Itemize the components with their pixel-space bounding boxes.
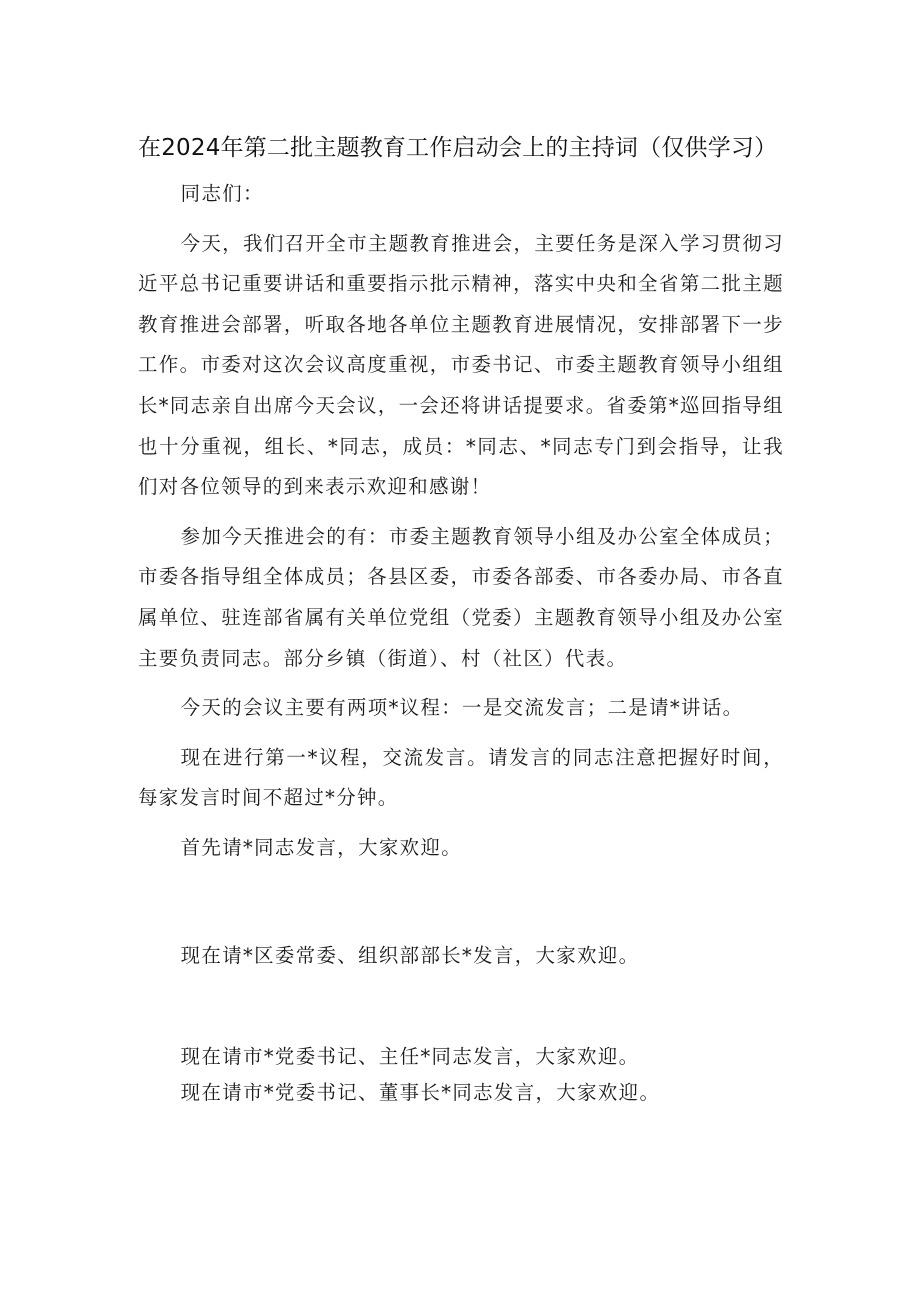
paragraph-fourth-speaker: 现在请市*党委书记、董事长*同志发言，大家欢迎。	[180, 1081, 661, 1105]
greeting: 同志们：	[180, 182, 264, 205]
spacer	[138, 985, 784, 1043]
paragraph-attendees: 参加今天推进会的有：市委主题教育领导小组及办公室全体成员；市委各指导组全体成员；各县区委，市委各部委、市各委办局、市各直属单位、驻连部省属有关单位党组（党委）主题教育领导小组及办公室主要负责同志。部分乡镇（街道）、村（社区）代表。	[138, 524, 784, 670]
paragraph-first-item: 现在进行第一*议程，交流发言。请发言的同志注意把握好时间，每家发言时间不超过*分钟。	[138, 745, 784, 810]
paragraph-second-speaker: 现在请*区委常委、组织部部长*发言，大家欢迎。	[180, 943, 640, 967]
paragraph-first-speaker: 首先请*同志发言，大家欢迎。	[180, 835, 463, 859]
paragraph-opening: 今天，我们召开全市主题教育推进会，主要任务是深入学习贯彻习近平总书记重要讲话和重要指示批示精神，落实中央和全省第二批主题教育推进会部署，听取各地各单位主题教育进展情况，安排部署下一步工作。市委对这次会议高度重视，市委书记、市委主题教育领导小组组长*同志亲自出席今天会议，一会还将讲话提要求。省委第*巡回指导组也十分重视，组长、*同志，成员：*同志、*同志专门到会指导，让我们对各位领导的到来表示欢迎和感谢！	[138, 231, 784, 499]
spacer	[138, 878, 784, 936]
paragraph-third-speaker: 现在请市*党委书记、主任*同志发言，大家欢迎。	[180, 1045, 640, 1069]
document-body	[138, 174, 784, 1115]
paragraph-agenda: 今天的会议主要有两项*议程：一是交流发言；二是请*讲话。	[180, 696, 744, 720]
document-title: 在2024年第二批主题教育工作启动会上的主持词（仅供学习）	[138, 135, 778, 161]
